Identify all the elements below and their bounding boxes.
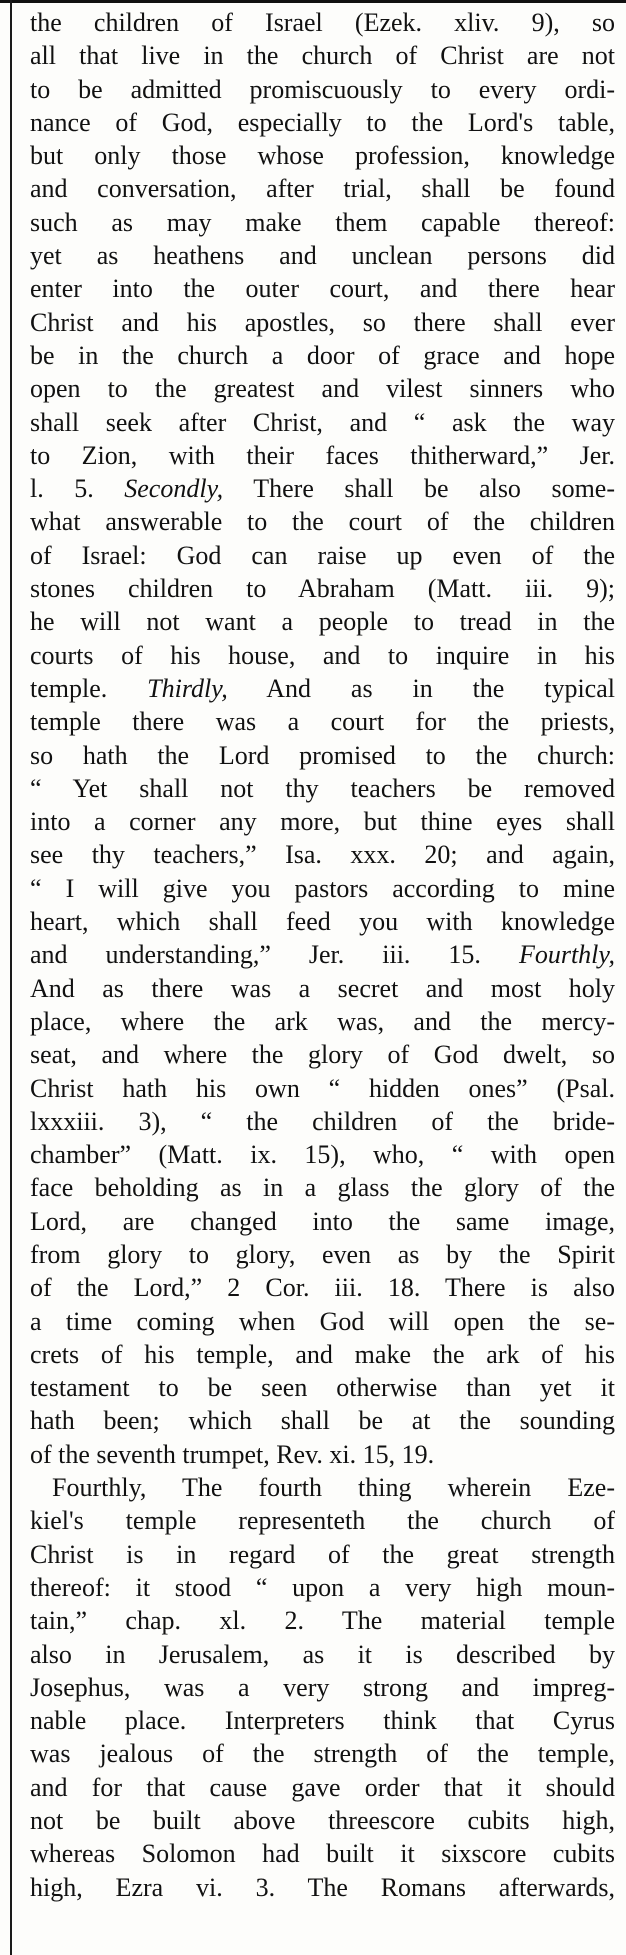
text-line: courts of his house, and to inquire in his xyxy=(30,640,615,670)
text-line: all that live in the church of Christ are not xyxy=(30,41,615,71)
text-line: chamber” (Matt. ix. 15), who, “ with open xyxy=(30,1140,615,1170)
text-line: crets of his temple, and make the ark of his xyxy=(30,1339,615,1369)
text-line: Christ and his apostles, so there shall ever xyxy=(30,307,615,337)
text-line: not be built above threescore cubits high, xyxy=(30,1806,615,1836)
text-line: Fourthly, The fourth thing wherein Eze- xyxy=(52,1473,615,1503)
text-line: be in the church a door of grace and hope xyxy=(30,340,615,370)
text-line: face beholding as in a glass the glory of the xyxy=(30,1173,615,1203)
text-line: Josephus, was a very strong and impreg- xyxy=(30,1672,615,1702)
text-line: nable place. Interpreters think that Cyrus xyxy=(30,1706,615,1736)
text-line: testament to be seen otherwise than yet it xyxy=(30,1373,615,1403)
text-line: stones children to Abraham (Matt. iii. 9); xyxy=(30,574,615,604)
text-line: was jealous of the strength of the temple, xyxy=(30,1739,615,1769)
text-line: And as there was a secret and most holy xyxy=(30,973,615,1003)
text-line: thereof: it stood “ upon a very high moun- xyxy=(30,1572,615,1602)
text-line: shall seek after Christ, and “ ask the way xyxy=(30,407,615,437)
text-line: high, Ezra vi. 3. The Romans afterwards, xyxy=(30,1872,615,1902)
text-line: open to the greatest and vilest sinners who xyxy=(30,374,615,404)
text-column xyxy=(30,6,615,1904)
text-line: also in Jerusalem, as it is described by xyxy=(30,1639,615,1669)
italic-term: Thirdly, xyxy=(147,673,228,703)
text-line: into a corner any more, but thine eyes shall xyxy=(30,807,615,837)
text-line: and for that cause gave order that it should xyxy=(30,1772,615,1802)
text-line: of the Lord,” 2 Cor. iii. 18. There is also xyxy=(30,1273,615,1303)
text-line: from glory to glory, even as by the Spirit xyxy=(30,1239,615,1269)
text-line: Lord, are changed into the same image, xyxy=(30,1206,615,1236)
text-line: and conversation, after trial, shall be found xyxy=(30,174,615,204)
text-line: such as may make them capable thereof: xyxy=(30,207,615,237)
text-line: whereas Solomon had built it sixscore cubits xyxy=(30,1839,615,1869)
italic-term: Secondly, xyxy=(124,474,224,504)
text-line xyxy=(30,472,615,505)
text-line xyxy=(30,672,615,705)
text-line: place, where the ark was, and the mercy- xyxy=(30,1006,615,1036)
text-line: to Zion, with their faces thitherward,” Jer. xyxy=(30,440,615,470)
text-line: seat, and where the glory of God dwelt, so xyxy=(30,1040,615,1070)
text-line: of the seventh trumpet, Rev. xi. 15, 19. xyxy=(30,1439,435,1469)
text-line: kiel's temple representeth the church of xyxy=(30,1506,615,1536)
text-line: temple there was a court for the priests, xyxy=(30,707,615,737)
top-rule xyxy=(0,0,626,3)
text-line: see thy teachers,” Isa. xxx. 20; and again, xyxy=(30,840,615,870)
text-line: he will not want a people to tread in the xyxy=(30,607,615,637)
text-line: so hath the Lord promised to the church: xyxy=(30,740,615,770)
text-line: nance of God, especially to the Lord's table, xyxy=(30,107,615,137)
text-segment: And as in the typical xyxy=(227,673,615,703)
text-segment: and understanding,” Jer. iii. 15. xyxy=(30,940,519,970)
text-segment: There shall be also some- xyxy=(223,474,615,504)
text-segment: temple. xyxy=(30,673,148,703)
text-line: “ Yet shall not thy teachers be removed xyxy=(30,773,615,803)
text-line: what answerable to the court of the children xyxy=(30,507,615,537)
text-line: heart, which shall feed you with knowledge xyxy=(30,907,615,937)
text-line: a time coming when God will open the se- xyxy=(30,1306,615,1336)
italic-term: Fourthly, xyxy=(518,940,615,970)
text-line: tain,” chap. xl. 2. The material temple xyxy=(30,1606,615,1636)
text-line: Christ hath his own “ hidden ones” (Psal. xyxy=(30,1073,615,1103)
text-line: yet as heathens and unclean persons did xyxy=(30,241,615,271)
text-line: of Israel: God can raise up even of the xyxy=(30,540,615,570)
text-line xyxy=(30,938,615,971)
text-line: hath been; which shall be at the sounding xyxy=(30,1406,615,1436)
text-line: to be admitted promiscuously to every ordi- xyxy=(30,74,615,104)
text-line: the children of Israel (Ezek. xliv. 9), so xyxy=(30,8,615,37)
text-line: but only those whose profession, knowledge xyxy=(30,141,615,171)
text-line: lxxxiii. 3), “ the children of the bride- xyxy=(30,1106,615,1136)
left-margin-rule xyxy=(10,0,12,1955)
text-segment: l. 5. xyxy=(30,474,125,504)
text-line: Christ is in regard of the great strength xyxy=(30,1539,615,1569)
text-line: enter into the outer court, and there hear xyxy=(30,274,615,304)
text-line: “ I will give you pastors according to mine xyxy=(30,873,615,903)
